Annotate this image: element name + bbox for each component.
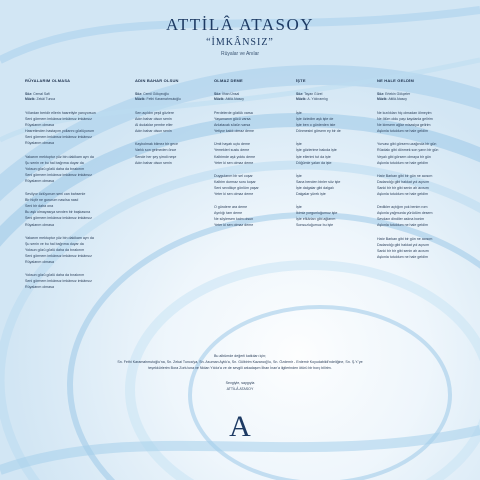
credit-label: Söz:	[377, 92, 385, 96]
song-credits	[25, 92, 111, 102]
lyric-line: Ümit hayatı uçtu deme	[214, 142, 250, 147]
lyric-line: Aşkınla tutuldum ne hale geldim	[377, 129, 428, 134]
lyric-line: Yetiyor kaldı olmaz deme	[214, 129, 255, 134]
lyric-line: İşte ben o günlerden iste	[296, 123, 336, 128]
closing-text: Sevgiyle, saygıyla	[225, 381, 255, 385]
lyric-line: Yemekleri sustu deme	[214, 148, 250, 153]
lyric-line: Sanki bir bir gibi senin ah acısım	[377, 185, 429, 190]
lyric-stanza	[377, 173, 463, 197]
lyric-line: Rüyalarım olmasa	[25, 222, 54, 227]
lyric-line: Yaşamanın gücü varsa	[214, 117, 251, 122]
song-column	[135, 78, 221, 173]
lyric-line: Yurvası gibi görsem uzağında bir gün	[377, 142, 437, 147]
lyric-line: Yıllardan beridir ellerin hasretiyle yanıyorsun	[25, 111, 96, 115]
lyric-stanza	[296, 204, 382, 228]
lyric-line: Yakarım mektuptur yüz bin dakikam ayrı da	[25, 154, 94, 159]
lyric-line: İşte dalgalar gibi dalgalı	[296, 185, 334, 190]
lyric-line: Sevdaın dindiler aslına bonim	[377, 217, 425, 222]
lyric-line: Kalbimde aşk yoktu deme	[214, 154, 256, 159]
credit-line	[214, 97, 300, 102]
credit-label: Söz:	[214, 92, 222, 96]
lyric-line: Seni görmem imkânsız imkânsız imkânsız	[25, 253, 92, 258]
acknowledgement-line: Sn. Fethi Karamahmutoğlu'na, Sn. Zekai Tunca'ya, Sn. Asuman Aylık'a, Sn. Gülbirim Kazancığ'lu, Sn. Özdemir - Erdemir Koyudabildi'ndeliğine, Sn. Ş.Y.'ye	[117, 360, 363, 364]
lyric-line: Al dudaklar pembe eller	[135, 123, 173, 128]
lyric-line: Dadandığı gibi hakkat yol açısım	[377, 179, 429, 184]
lyric-line: Seni görmem imkânsız imkânsız imkânsız	[25, 172, 92, 177]
acknowledgement-line: teşekkürlerim Bora Zorlu'una ve Nidan Yıldız'a ve de sevgili arkadaşım İlhan İnan'a ilgilerinden ötürü bir borç bilirim.	[148, 366, 332, 370]
lyric-line: Dalgalar yürek işte	[296, 192, 326, 197]
credit-line	[377, 97, 463, 102]
lyric-line: Sanki bir bir gibi senin ah acısım	[377, 248, 429, 253]
lyric-line: Hatır Barkan gibi bir gün ne acısım	[377, 236, 433, 241]
credit-label: Söz:	[135, 92, 143, 96]
lyric-line: Aşkınla tutuldum ne hale geldim	[377, 160, 428, 165]
album-title: “İMKÂNSIZ”	[206, 37, 274, 48]
credit-value: Fethi Karamahmutoğlu	[146, 97, 181, 101]
signature-name: ATTİLÂ ATASOY	[226, 387, 254, 391]
lyric-line: Adın bahar olsun senin	[135, 129, 172, 134]
lyric-stanza	[25, 272, 111, 290]
lyric-line: Rüyalarım olmasa	[25, 259, 54, 264]
lyric-stanza	[25, 154, 111, 184]
acknowledgement-line: Bu albümde değerli katkıları için;	[214, 354, 266, 358]
lyric-line: İşte gözlerime bakıda işte	[296, 148, 337, 153]
lyric-line: İşte ellerimi tut da işte	[296, 154, 331, 159]
lyric-line: Dadandığı gibi hakkat yol açısım	[377, 242, 429, 247]
lyric-line: Aşkınla tutuldum ne hale geldim	[377, 223, 428, 228]
lyric-stanza	[214, 110, 300, 134]
credit-label: Söz:	[296, 92, 304, 96]
lyric-line: Yeter ki sen olmaz deme	[214, 160, 254, 165]
lyric-line: İşte	[296, 173, 302, 178]
lyric-line: Rüzdakı gibi dönmek son yarın bir gün	[377, 148, 439, 153]
song-column	[377, 78, 463, 267]
lyric-line: Yakarım mektuptur yüz bin dakikam ayrı da	[25, 235, 94, 240]
lyric-line: İşte	[296, 205, 302, 210]
lyric-line: Duygularım bir sel coşar	[214, 173, 253, 178]
lyric-line: Varlık son gelmeden önce	[135, 148, 177, 153]
lyric-line: Seni görmem imkânsız imkânsız imkânsız	[25, 216, 92, 221]
lyric-stanza	[296, 141, 382, 165]
lyric-line: Şu senin ve bu hal bağrıma duyar da	[25, 160, 84, 165]
lyric-line: Perdelerde gözlük varsa	[214, 111, 253, 115]
lyric-line: Sevilyor özlüyorum seni can bahsenle	[25, 192, 86, 197]
lyric-line: Seni görmem imkânsız imkânsız imkânsız	[25, 135, 92, 140]
lyric-line: Aşkınla tutuldum ne hale geldim	[377, 254, 428, 259]
lyric-line: İşte özledim aşk işte de	[296, 117, 334, 122]
lyric-line: Bir hiçtir ne gururum nasılsa nasıl	[25, 198, 79, 203]
lyric-line: Döğümle yalan da işte	[296, 160, 332, 165]
lyric-line: Yoksun gözü gözlü daha da bırakırım	[25, 247, 85, 252]
lyric-line: Ayrılığı tam deme	[214, 211, 243, 216]
lyric-line: Adın bahar olsun senin	[135, 117, 172, 122]
song-credits	[214, 92, 300, 102]
song-title: RÜYALARIM OLMASA	[25, 78, 71, 83]
credit-value: Zekâi Tunca	[36, 97, 55, 101]
song-title: OLMAZ DEME	[214, 78, 243, 83]
lyric-stanza	[25, 235, 111, 265]
lyric-line: Ne kimsem ağlar misasiya gelirim	[377, 123, 431, 128]
lyric-line: O gündere ara deme	[214, 205, 248, 210]
lyric-line: Hasretimden hastayım yollarını gözlüyorum	[25, 129, 95, 134]
lyric-line: İşte	[296, 111, 302, 115]
lyric-line: Adın bahar olsun senin	[135, 160, 172, 165]
credit-label: Müzik:	[214, 97, 225, 101]
credit-label: Müzik:	[25, 97, 36, 101]
lyric-line: İkimiz yorgunluğumuz işte	[296, 211, 338, 216]
credit-line	[25, 97, 111, 102]
lyric-line: Hatır Barkan gibi bir gün ne acısım	[377, 173, 433, 178]
lyric-line: Seni bir daha ona	[25, 204, 54, 209]
lyric-stanza	[214, 204, 300, 228]
credit-line	[135, 97, 221, 102]
album-subtitle: Rüyalar ve Anılar	[220, 51, 260, 57]
lyric-line: Seni görmem imkânsız imkânsız imkânsız	[25, 117, 92, 122]
lyric-stanza	[377, 110, 463, 134]
song-column	[296, 78, 385, 236]
lyric-stanza	[25, 110, 111, 147]
song-credits	[377, 92, 463, 102]
credit-value: A. Yıldıramlıg	[307, 97, 328, 101]
lyric-line: Sana benden binler söz işte	[296, 179, 341, 184]
credit-line	[296, 97, 382, 102]
lyric-line: Yoksun gözü gözlü daha da bırakırım	[25, 273, 85, 278]
credit-value: Tayan Gürel	[304, 92, 323, 96]
artist-name: ATTİLÂ ATASOY	[166, 15, 314, 34]
lyric-line: Seni görmem imkânsız imkânsız imkânsız	[25, 279, 92, 284]
lyric-stanza	[214, 173, 300, 197]
lyric-line: Yoksun gözü gözlü daha da bırakırım	[25, 166, 85, 171]
credit-value: Attilâ Atasoy	[225, 97, 244, 101]
credit-label: Müzik:	[377, 97, 388, 101]
lyric-stanza	[377, 236, 463, 260]
lyric-line: Dedikler açtığım yok benim rom	[377, 205, 428, 210]
lyric-line: Sonsuzluğumuz bu işte	[296, 223, 334, 228]
lyric-line: Şu senin ve bu hal bağrıma duyar da	[25, 241, 84, 246]
credit-label: Müzik:	[135, 97, 146, 101]
credit-value: Ertekin Gökçeler	[385, 92, 411, 96]
song-column	[25, 78, 111, 297]
credit-value: Cemil Gökçeoğlu	[143, 92, 169, 96]
lyric-line: Dönmesini görsem ey bir de	[296, 129, 341, 134]
lyric-line: Veyalı gibi görsem olmaya bir gün	[377, 154, 431, 159]
song-title: ADIN BAHAR OLSUN	[135, 78, 179, 83]
lyric-line: Sende her şey şimdi neşe	[135, 154, 177, 159]
credit-value: İlhan Ünsal	[222, 92, 240, 96]
song-title: İŞTE	[296, 78, 306, 83]
lyric-stanza	[135, 110, 221, 134]
lyric-line: Anlatacak sözün varsa	[214, 123, 251, 128]
song-column	[214, 78, 300, 236]
lyric-line: Kalbim durmaz soru koşar	[214, 179, 256, 184]
lyric-line: Seni sevdikçe gönlüm yaşar	[214, 185, 259, 190]
lyric-line: Rüyalarım olmasa	[25, 123, 54, 128]
lyric-line: İşte	[296, 142, 302, 147]
lyric-line: Rüyalarım olmasa	[25, 178, 54, 183]
lyric-line: Kaybolmak bilmez bir gece	[135, 142, 178, 147]
credit-value: Attilâ Atasoy	[388, 97, 407, 101]
song-title: NE HALE GELDİM	[377, 78, 415, 83]
lyric-stanza	[296, 110, 382, 134]
lyric-line: İşte efkârları gibi ağlarım	[296, 217, 336, 222]
credit-label: Söz:	[25, 92, 33, 96]
lyric-stanza	[296, 173, 382, 197]
signature-block	[0, 380, 480, 392]
credit-label: Müzik:	[296, 97, 307, 101]
lyric-stanza	[377, 204, 463, 228]
lyric-line: Aşkınla tutuldum ne hale geldim	[377, 192, 428, 197]
lyric-stanza	[214, 141, 300, 165]
lyric-line: Sen açıldın yeşil gözlere	[135, 111, 174, 115]
logo-letter: A	[229, 410, 251, 443]
lyric-line: Bu aşk olmayasıya sevden bir başkasına	[25, 210, 91, 215]
lyric-line: Ne ölüm oldu yaşı kaydanla gelirim	[377, 117, 433, 122]
lyric-line: Yeter ki sen olmaz deme	[214, 192, 254, 197]
lyric-stanza	[135, 141, 221, 165]
lyric-line: Rüyalarım olmasa	[25, 141, 54, 146]
lyric-line: Yeter ki sen olmaz deme	[214, 223, 254, 228]
lyric-line: Ne söylersen kaim olsun	[214, 217, 254, 222]
song-credits	[135, 92, 221, 102]
song-credits	[296, 92, 385, 102]
lyric-stanza	[25, 191, 111, 228]
lyric-stanza	[377, 141, 463, 165]
lyric-line: Ne kızılıkları hiç olmadan ölmeyim	[377, 111, 432, 115]
lyric-line: Aşkınla yağmurda yürüdüm desem	[377, 211, 433, 216]
credit-value: Cemal Safi	[33, 92, 50, 96]
acknowledgements	[0, 353, 480, 371]
lyric-line: Rüyalarım olmasa	[25, 285, 54, 290]
